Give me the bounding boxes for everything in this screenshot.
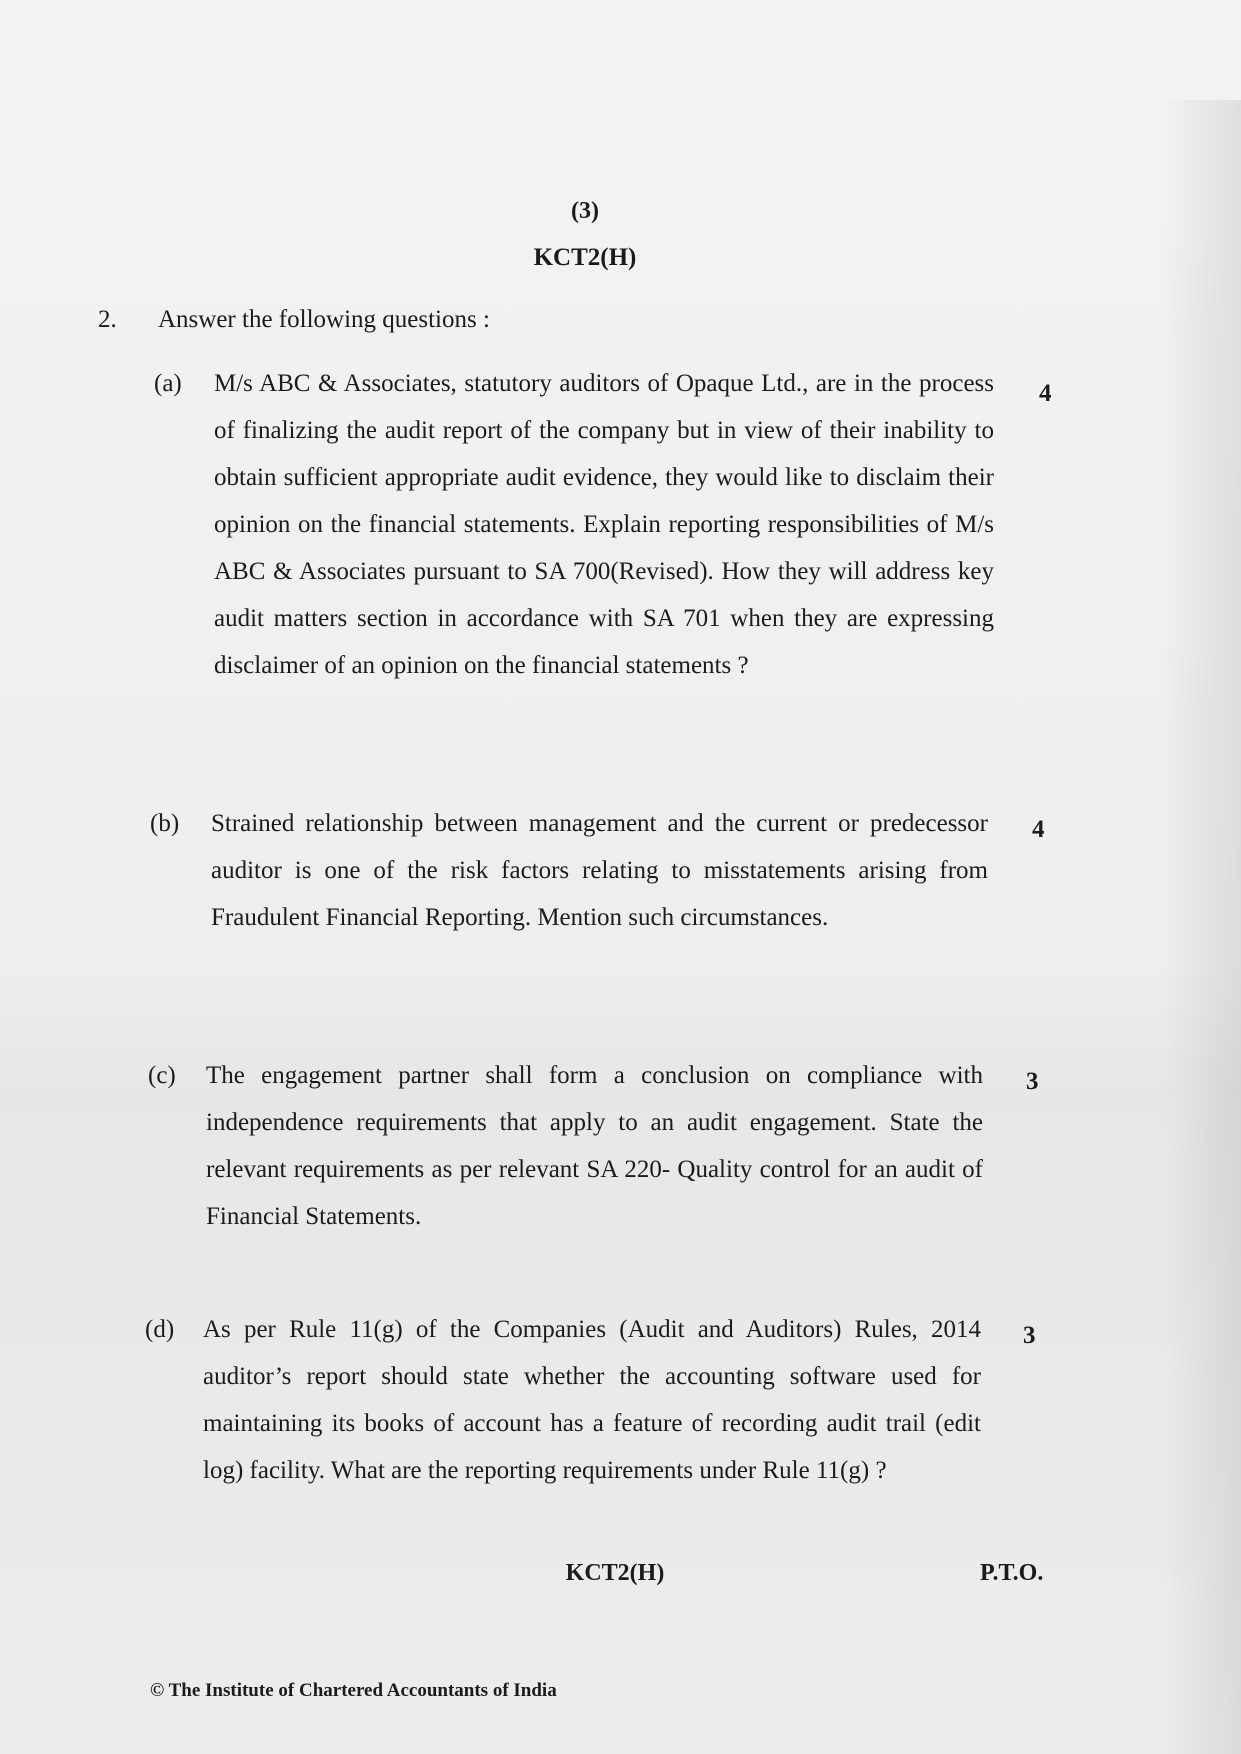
paper-code-header: KCT2(H) xyxy=(533,244,637,271)
part-label: (a) xyxy=(154,370,182,397)
part-text: The engagement partner shall form a conclusion on compliance with independence requirements that apply to an audit engagement. State the relevant requirements as per relevant SA 220- Quality control for an audit of Financial Statements. xyxy=(206,1062,983,1230)
paper-code-footer: KCT2(H) xyxy=(565,1560,665,1586)
question-title: Answer the following questions : xyxy=(158,306,490,333)
part-label: (c) xyxy=(148,1062,176,1089)
part-text: As per Rule 11(g) of the Companies (Audit and Auditors) Rules, 2014 auditor’s report should state whether the accounting software used for maintaining its books of account has a feature of recording audit trail (edit log) facility. What are the reporting requirements under Rule 11(g) ? xyxy=(203,1316,981,1484)
pto-label: P.T.O. xyxy=(980,1560,1044,1586)
part-text: M/s ABC & Associates, statutory auditors of Opaque Ltd., are in the process of finalizing the audit report of the company but in view of their inability to obtain sufficient appropriate audit evidence, they would like to disclaim their opinion on the financial statements. Explain reporting responsibilities of M/s ABC & Associates pursuant to SA 700(Revised). How they will address key audit matters section in accordance with SA 701 when they are expressing disclaimer of an opinion on the financial statements ? xyxy=(214,370,994,679)
question-number: 2. xyxy=(98,306,117,333)
page-edge-shadow xyxy=(1163,100,1241,1754)
copyright-notice: © The Institute of Chartered Accountants of India xyxy=(150,1680,557,1701)
part-label: (b) xyxy=(150,810,180,837)
page-number: (3) xyxy=(571,198,599,224)
part-marks: 4 xyxy=(1039,380,1052,407)
part-marks: 3 xyxy=(1026,1068,1039,1095)
part-label: (d) xyxy=(145,1316,175,1343)
part-text: Strained relationship between management and the current or predecessor auditor is one of the risk factors relating to misstatements arising from Fraudulent Financial Reporting. Mention such circumstances. xyxy=(211,810,988,931)
part-marks: 4 xyxy=(1032,816,1045,843)
part-marks: 3 xyxy=(1023,1322,1036,1349)
